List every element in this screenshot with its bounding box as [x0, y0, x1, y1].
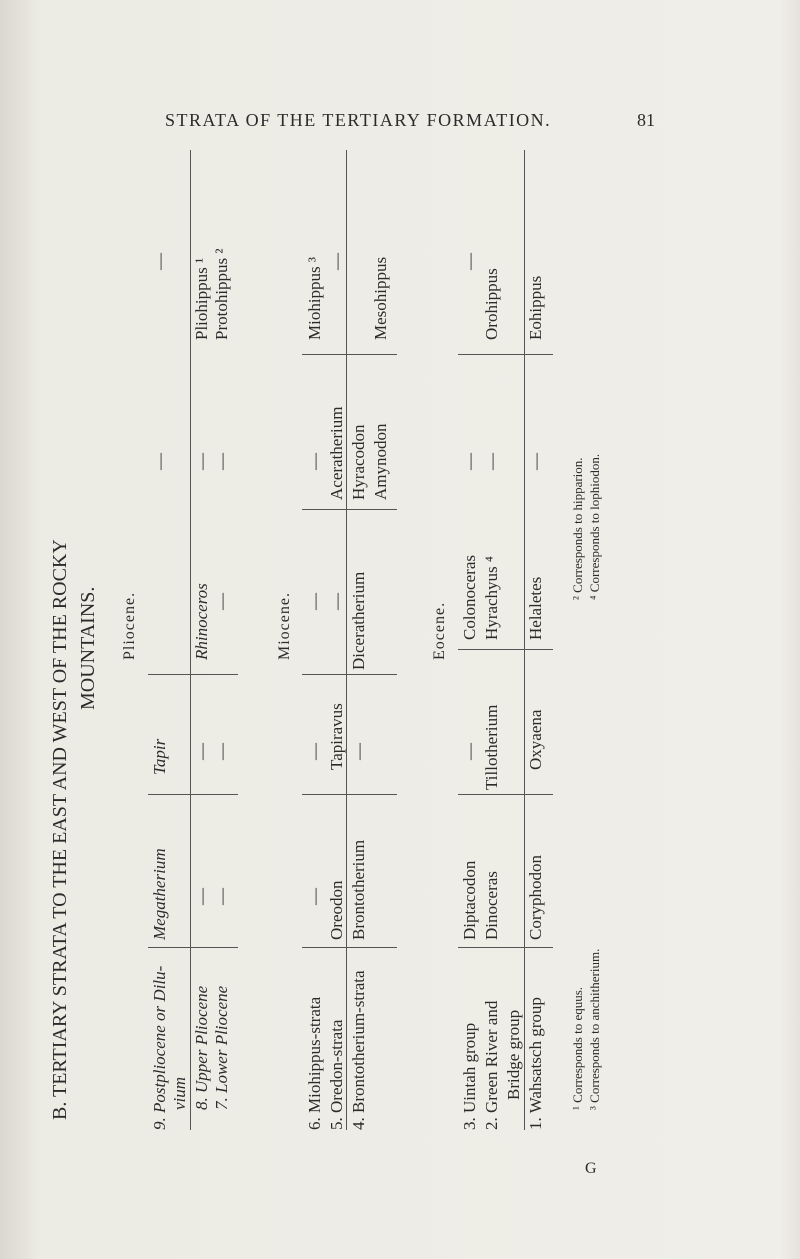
cell-tillotherium: Tillotherium — [482, 704, 501, 790]
footnote-1: ¹ Corresponds to equus. — [570, 986, 585, 1110]
cell-tapir: Tapir — [150, 738, 169, 775]
cell-orohippus: Orohippus — [482, 268, 501, 340]
footnote-4: ⁴ Corresponds to lophiodon. — [587, 453, 602, 600]
cell-dash: — — [349, 743, 368, 760]
column-rule — [458, 794, 553, 795]
cell-oxyaena: Oxyaena — [526, 709, 545, 770]
cell-dash: — — [192, 453, 211, 470]
column-rule — [458, 354, 553, 355]
section-miocene: Miocene. — [276, 592, 293, 660]
row-rule — [346, 150, 347, 1130]
cell-megatherium: Megatherium — [150, 848, 169, 940]
cell-dinoceras: Dinoceras — [482, 871, 501, 940]
column-rule — [458, 649, 553, 650]
cell-dash: — — [327, 253, 346, 270]
cell-protohippus: Protohippus ² — [212, 248, 231, 340]
strata-2: 2. Green River and — [482, 1000, 501, 1130]
strata-9: 9. Postpliocene or Dilu- — [150, 965, 169, 1130]
cell-oreodon: Oreodon — [327, 880, 346, 940]
signature-mark: G — [585, 1160, 597, 1177]
strata-1: 1. Wahsatsch group — [526, 997, 545, 1130]
cell-dash: — — [460, 743, 479, 760]
cell-helaletes: Helaletes — [526, 576, 545, 640]
rotated-table — [49, 130, 630, 1130]
cell-colonoceras: Colonoceras — [460, 555, 479, 640]
cell-coryphodon: Coryphodon — [526, 855, 545, 940]
row-rule — [190, 150, 191, 1130]
column-rule — [148, 947, 238, 948]
strata-7: 7. Lower Pliocene — [212, 985, 231, 1110]
cell-dash: — — [482, 453, 501, 470]
cell-hyrachyus: Hyrachyus ⁴ — [482, 556, 501, 640]
column-rule — [302, 354, 397, 355]
strata-4: 4. Brontotherium-strata — [349, 970, 368, 1130]
cell-dash: — — [305, 593, 324, 610]
cell-diceratherium: Diceratherium — [349, 571, 368, 670]
strata-9-cont: vium — [170, 1076, 189, 1110]
cell-mesohippus: Mesohippus — [371, 256, 390, 340]
running-title: STRATA OF THE TERTIARY FORMATION. — [165, 110, 552, 130]
column-rule — [148, 794, 238, 795]
cell-rhinoceros: Rhinoceros — [192, 583, 211, 660]
row-rule — [524, 150, 525, 1130]
cell-dash: — — [460, 453, 479, 470]
cell-hyracodon: Hyracodon — [349, 424, 368, 500]
strata-8: 8. Upper Pliocene — [192, 985, 211, 1110]
section-pliocene: Pliocene. — [121, 591, 138, 660]
cell-dash: — — [150, 253, 169, 270]
cell-amynodon: Amynodon — [371, 423, 390, 500]
cell-dash: — — [526, 453, 545, 470]
cell-dash: — — [212, 888, 231, 905]
column-rule — [302, 794, 397, 795]
cell-eohippus: Eohippus — [526, 275, 545, 340]
cell-dash: — — [460, 253, 479, 270]
table-title: B. TERTIARY STRATA TO THE EAST AND WEST OF THE ROCKY — [49, 539, 71, 1120]
column-rule — [148, 674, 238, 675]
strata-3: 3. Uintah group — [460, 1022, 479, 1130]
table-title-cont: MOUNTAINS. — [77, 586, 99, 710]
cell-dash: — — [212, 743, 231, 760]
column-rule — [302, 674, 397, 675]
page-number: 81 — [637, 110, 655, 130]
cell-dash: — — [192, 743, 211, 760]
column-rule — [302, 509, 397, 510]
footnote-2: ² Corresponds to hipparion. — [570, 457, 585, 600]
cell-tapiravus: Tapiravus — [327, 703, 346, 770]
cell-pliohippus: Pliohippus ¹ — [192, 257, 211, 340]
cell-aceratherium: Aceratherium — [327, 406, 346, 500]
cell-diptacodon: Diptacodon — [460, 860, 479, 940]
cell-dash: — — [305, 743, 324, 760]
cell-dash: — — [305, 453, 324, 470]
cell-dash: — — [192, 888, 211, 905]
cell-dash: — — [212, 593, 231, 610]
strata-6: 6. Miohippus-strata — [305, 996, 324, 1130]
cell-miohippus: Miohippus ³ — [305, 256, 324, 340]
cell-dash: — — [150, 453, 169, 470]
cell-dash: — — [305, 888, 324, 905]
cell-brontotherium: Brontotherium — [349, 839, 368, 940]
strata-5: 5. Oredon-strata — [327, 1019, 346, 1130]
column-rule — [458, 947, 553, 948]
section-eocene: Eocene. — [431, 601, 448, 660]
footnote-3: ³ Corresponds to anchitherium. — [587, 948, 602, 1110]
column-rule — [302, 947, 397, 948]
cell-dash: — — [212, 453, 231, 470]
strata-2-cont: Bridge group — [504, 1009, 523, 1100]
cell-dash: — — [327, 593, 346, 610]
